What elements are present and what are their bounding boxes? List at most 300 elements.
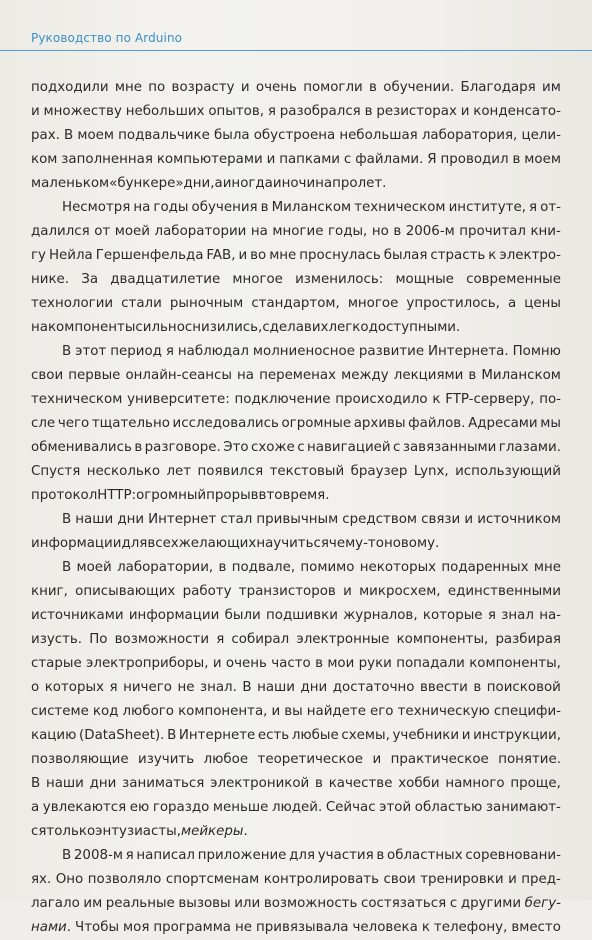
word: микросхем, <box>359 584 441 599</box>
word: изусть. <box>31 632 83 647</box>
word: человека <box>352 920 418 935</box>
word: Интернет <box>148 512 217 527</box>
text-line <box>31 724 561 748</box>
word: мы <box>540 416 561 431</box>
word: компоненты <box>47 320 136 335</box>
word: чему-то <box>328 536 384 551</box>
word: Несмотря <box>62 200 131 215</box>
word: снизились, <box>184 320 263 335</box>
word: в <box>512 152 521 167</box>
word: Нейла <box>48 248 93 263</box>
word: свои <box>31 368 64 383</box>
word: обустроена <box>253 128 336 143</box>
word: техническую <box>397 704 490 719</box>
word: ничего <box>123 680 172 695</box>
word: проще, <box>510 776 561 791</box>
word: в <box>260 200 269 215</box>
word: стали <box>121 296 162 311</box>
word: информации <box>31 536 122 551</box>
word: и <box>372 752 382 767</box>
word: я <box>529 200 538 215</box>
word: глазами. <box>498 440 561 455</box>
word: мои <box>327 656 355 671</box>
text-line <box>31 748 561 772</box>
word: увлекаются <box>42 800 127 815</box>
word: системе <box>31 704 89 719</box>
word: и <box>238 248 248 263</box>
word: транзисторов <box>238 584 336 599</box>
text-line <box>31 364 561 388</box>
word: Благодаря <box>460 80 536 95</box>
word: которых <box>44 680 104 695</box>
word: компонента, <box>178 704 268 719</box>
word: нике. <box>31 272 70 287</box>
word: цены <box>524 296 561 311</box>
word: гу <box>31 248 46 263</box>
word: дни <box>300 680 328 695</box>
word: Гершенфельда <box>95 248 204 263</box>
word: меньше <box>212 800 269 815</box>
word: время. <box>282 488 330 503</box>
word: к <box>488 248 497 263</box>
word: и <box>461 728 471 743</box>
text-line <box>31 172 561 196</box>
text-line <box>31 412 561 436</box>
word: мейкеры. <box>181 824 248 839</box>
word: людей. <box>271 800 323 815</box>
word: их <box>311 320 329 335</box>
word: Интернета. <box>428 344 509 359</box>
word: областью <box>414 800 483 815</box>
word: лет <box>166 464 192 479</box>
word: иногда <box>222 176 273 191</box>
word: мне <box>533 560 561 575</box>
word: годы, <box>327 224 368 239</box>
word: в <box>134 440 143 455</box>
word: маленьком <box>31 176 110 191</box>
header-rule <box>0 50 592 51</box>
word: Сейчас <box>325 800 376 815</box>
word: я <box>165 344 174 359</box>
word: далился <box>31 224 90 239</box>
word: происходило <box>335 392 428 407</box>
word: легкодоступными. <box>328 320 461 335</box>
word: схоже <box>251 440 295 455</box>
word: его <box>370 704 394 719</box>
word: и <box>460 104 470 119</box>
word: лаборатория, <box>421 128 518 143</box>
word: между <box>341 368 389 383</box>
text-line <box>31 676 561 700</box>
word: молниеносное <box>252 344 355 359</box>
italic-word: нами <box>31 920 67 935</box>
word: этой <box>379 800 412 815</box>
word: сле <box>31 416 56 431</box>
word: я <box>109 680 118 695</box>
word: знал <box>501 608 534 623</box>
word: я <box>267 104 276 119</box>
word: стандартом, <box>251 296 340 311</box>
word: с <box>449 896 458 911</box>
word: телефону, <box>433 920 508 935</box>
text-line <box>31 484 561 508</box>
word: руки <box>358 656 392 671</box>
word: собирал <box>231 632 290 647</box>
word: возрасту <box>171 80 235 95</box>
word: информации <box>128 608 220 623</box>
word: качестве <box>328 776 393 791</box>
word: годы <box>153 200 189 215</box>
word: или <box>234 896 261 911</box>
text-line <box>31 772 561 796</box>
word: не <box>177 680 195 695</box>
word: дни <box>117 512 145 527</box>
word: привычным <box>256 512 339 527</box>
word: возможность <box>263 896 358 911</box>
word: лагало <box>31 896 80 911</box>
word: на <box>237 368 255 383</box>
word: проводил <box>440 152 509 167</box>
word: В <box>167 728 177 743</box>
word: в <box>376 848 385 863</box>
word: не <box>235 920 253 935</box>
text-line <box>31 340 561 364</box>
word: любого <box>122 704 174 719</box>
word: соревновани- <box>465 848 561 863</box>
word: нами. <box>31 920 72 935</box>
word: несколько <box>86 464 161 479</box>
word: я <box>125 848 134 863</box>
word: опытов, <box>208 104 265 119</box>
word: код <box>92 704 119 719</box>
word: Чтобы <box>75 920 120 935</box>
word: кни- <box>530 224 561 239</box>
word: понятие. <box>498 752 561 767</box>
word: технологии <box>31 296 114 311</box>
text-line <box>31 844 561 868</box>
word: наши <box>75 512 114 527</box>
word: связи <box>421 512 461 527</box>
word: вы <box>284 704 303 719</box>
word: специфи- <box>493 704 561 719</box>
word: исследовались <box>172 416 279 431</box>
word: очень <box>255 80 297 95</box>
word: моей <box>114 224 151 239</box>
text-line <box>31 292 561 316</box>
word: другими <box>460 896 522 911</box>
text-line <box>31 148 561 172</box>
word: стал <box>220 512 253 527</box>
word: схемы, <box>341 728 390 743</box>
word: любое <box>203 752 249 767</box>
word: лекциями <box>393 368 464 383</box>
word: и <box>212 656 222 671</box>
word: использующий <box>455 464 561 479</box>
word: а <box>507 296 517 311</box>
word: с <box>297 440 305 455</box>
word: для <box>121 536 148 551</box>
text-line <box>31 652 561 676</box>
word: переменах <box>259 368 337 383</box>
word: развитие <box>358 344 425 359</box>
word: и <box>508 872 517 887</box>
word: конденсато- <box>473 104 561 119</box>
word: которые <box>422 608 483 623</box>
italic-word: мейкеры <box>181 824 244 839</box>
word: Lynx, <box>413 464 449 479</box>
word: я <box>216 632 225 647</box>
word: источником <box>477 512 561 527</box>
text-line <box>31 388 561 412</box>
word: упростилось, <box>406 296 500 311</box>
word: цели- <box>521 128 561 143</box>
word: техническом <box>31 392 123 407</box>
word: в <box>393 224 402 239</box>
word: в <box>369 80 377 95</box>
word: средством <box>342 512 418 527</box>
word: моем <box>524 152 561 167</box>
text-line <box>31 436 561 460</box>
word: я <box>487 608 496 623</box>
word: реальные <box>105 896 175 911</box>
word: В <box>62 344 72 359</box>
word <box>525 892 561 916</box>
word: по- <box>539 392 561 407</box>
word: на- <box>539 608 561 623</box>
text-line <box>31 196 561 220</box>
word: по <box>148 80 166 95</box>
word: тщательно <box>91 416 170 431</box>
word: В <box>64 128 74 143</box>
word: проснулась <box>299 248 381 263</box>
word: в <box>315 656 323 671</box>
word: приложение <box>197 848 287 863</box>
word: научиться <box>256 536 329 551</box>
text-line <box>31 868 561 892</box>
word: с <box>393 440 401 455</box>
word: завязанными <box>402 440 497 455</box>
word: практическое <box>390 752 489 767</box>
word: новому. <box>383 536 440 551</box>
word: заполненная <box>61 152 153 167</box>
word: хобби <box>398 776 440 791</box>
word: книг, <box>31 584 68 599</box>
word: В <box>242 680 252 695</box>
word: пред- <box>521 872 561 887</box>
word: помогли <box>303 80 363 95</box>
word: текстовый <box>269 464 345 479</box>
word: огромный <box>136 488 207 503</box>
word: наши <box>45 776 84 791</box>
word: и <box>272 176 282 191</box>
word: им <box>542 80 561 95</box>
word: компьютерами <box>156 152 263 167</box>
word: часто <box>271 656 311 671</box>
word: Спустя <box>31 464 81 479</box>
word: а <box>31 800 40 815</box>
word: некоторых <box>359 560 437 575</box>
word: энтузиасты, <box>95 824 182 839</box>
word: дни <box>89 776 117 791</box>
word: За <box>81 272 99 287</box>
word: то <box>266 488 283 503</box>
word: ях. <box>31 872 52 887</box>
word: небольшая <box>339 128 418 143</box>
word: областных <box>387 848 463 863</box>
word: лаборатории, <box>117 560 214 575</box>
word: Это <box>223 440 249 455</box>
word: и <box>464 512 474 527</box>
word: и <box>31 104 40 119</box>
word: Миланском <box>271 200 352 215</box>
word: и <box>240 80 250 95</box>
text-line <box>31 268 561 292</box>
word: достаточно <box>332 680 415 695</box>
word: ком <box>31 152 58 167</box>
text-line <box>31 580 561 604</box>
word: файлами. <box>355 152 424 167</box>
word: в <box>364 104 373 119</box>
word: гораздо <box>152 800 210 815</box>
word: моей <box>76 560 112 575</box>
word: 2008-м <box>73 848 123 863</box>
word: вызовы <box>178 896 231 911</box>
word: рах. <box>31 128 60 143</box>
word: источниками <box>31 608 124 623</box>
word: изменилось: <box>295 272 384 287</box>
word: моя <box>123 920 150 935</box>
text-line <box>31 460 561 484</box>
word: позволяющие <box>31 752 129 767</box>
word: В <box>31 776 41 791</box>
word: прорыв <box>206 488 259 503</box>
word: во <box>250 248 267 263</box>
word: контролировать <box>263 872 379 887</box>
word: позволяло <box>87 872 162 887</box>
word: учебники <box>392 728 460 743</box>
word: попадали <box>396 656 465 671</box>
word: подключение <box>234 392 331 407</box>
word: компоненты, <box>396 632 489 647</box>
word: любые <box>291 728 339 743</box>
text-line <box>31 124 561 148</box>
word: многие <box>272 224 324 239</box>
word: мощные <box>395 272 454 287</box>
word: подходили <box>31 80 109 95</box>
word: знал. <box>199 680 237 695</box>
word: привязывала <box>256 920 349 935</box>
word: электроприборы, <box>86 656 209 671</box>
word: разбирая <box>495 632 561 647</box>
word: HTTP: <box>97 488 137 503</box>
word: период <box>110 344 162 359</box>
word: рыночным <box>169 296 244 311</box>
word: описывающих <box>75 584 176 599</box>
word: ею <box>129 800 150 815</box>
word: ся <box>31 824 47 839</box>
word: наблюдал <box>177 344 249 359</box>
text-line <box>31 604 561 628</box>
word: от- <box>540 200 561 215</box>
word: обучения <box>191 200 258 215</box>
word: разговоре. <box>144 440 221 455</box>
word: подвале, <box>231 560 296 575</box>
word: напролет. <box>315 176 387 191</box>
word: теоретическое <box>257 752 364 767</box>
word: ночи <box>281 176 316 191</box>
text-line <box>31 796 561 820</box>
word: спортсменам <box>165 872 260 887</box>
word: на <box>31 320 48 335</box>
word: сделав <box>262 320 312 335</box>
body-text <box>31 76 561 940</box>
word: и <box>271 704 281 719</box>
word: журналов, <box>343 608 418 623</box>
word: в <box>218 560 227 575</box>
word: электронные <box>296 632 390 647</box>
word: о <box>31 680 40 695</box>
word: для <box>289 848 315 863</box>
word: FTP-серверу, <box>445 392 535 407</box>
word: дни, <box>183 176 215 191</box>
word: множеству <box>43 104 122 119</box>
word: В <box>62 512 72 527</box>
word: электро- <box>499 248 561 263</box>
word: архивы <box>353 416 406 431</box>
word: былая <box>383 248 428 263</box>
word: найдете <box>306 704 366 719</box>
word: лаборатории <box>154 224 247 239</box>
word: электроникой <box>210 776 310 791</box>
word: в <box>473 680 482 695</box>
word: обменивались <box>31 440 132 455</box>
word: онлайн-сеансы <box>125 368 232 383</box>
word: этот <box>75 344 107 359</box>
text-line <box>31 892 561 916</box>
word: к <box>421 920 430 935</box>
word: протокол <box>31 488 98 503</box>
word: тренировки <box>420 872 504 887</box>
word: занимают- <box>485 800 561 815</box>
word: «бункере» <box>109 176 184 191</box>
word: желающих <box>178 536 257 551</box>
word: инструкции, <box>473 728 561 743</box>
text-line <box>31 700 561 724</box>
running-head: Руководство по Arduino <box>31 31 183 45</box>
word: в <box>468 368 477 383</box>
word: старые <box>31 656 82 671</box>
word: изучить <box>138 752 195 767</box>
word: поисковой <box>486 680 561 695</box>
word: мне <box>114 80 142 95</box>
word: единственными <box>447 584 561 599</box>
text-line <box>31 916 561 940</box>
word: навигацией <box>307 440 391 455</box>
word: в <box>315 776 323 791</box>
word: были <box>224 608 261 623</box>
text-line <box>31 556 561 580</box>
word: огромные <box>281 416 352 431</box>
word: заниматься <box>122 776 205 791</box>
word: есть <box>257 728 290 743</box>
word: папками <box>279 152 341 167</box>
word: подаренных <box>441 560 529 575</box>
word: В <box>62 560 72 575</box>
word: моем <box>77 128 114 143</box>
text-line <box>31 244 561 268</box>
word: написал <box>136 848 195 863</box>
text-line <box>31 76 561 100</box>
